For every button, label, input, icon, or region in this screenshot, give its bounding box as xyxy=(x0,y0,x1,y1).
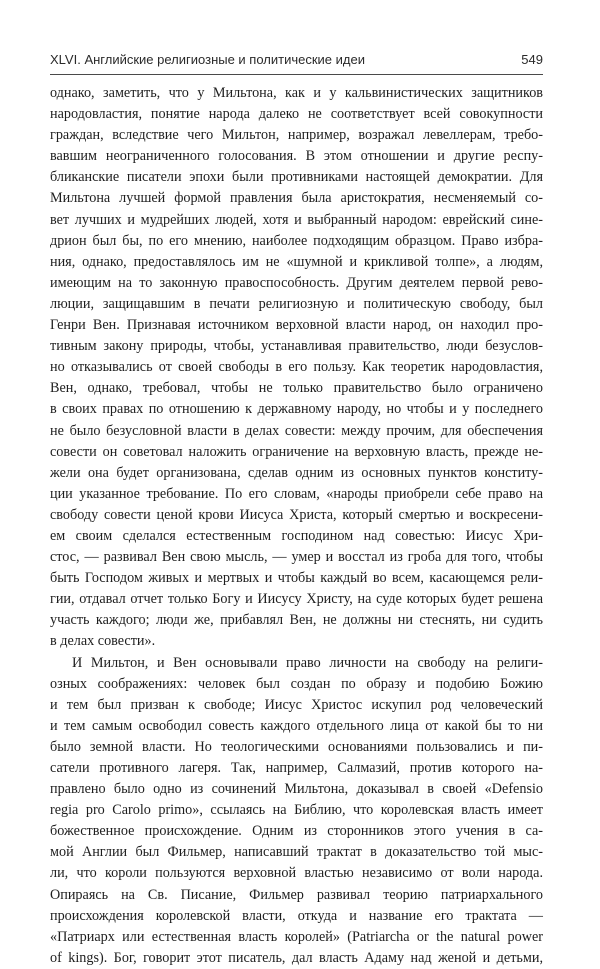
text-line: совести он советовал наложить ограничение на верховную власть, прежде не- xyxy=(50,443,543,460)
text-line: свободу совести ценой крови Иисуса Христа, который смертью и воскресени- xyxy=(50,506,543,523)
text-line: Вен, однако, требовал, чтобы не только правительство было ограничено xyxy=(50,380,543,397)
text-line: дрион был бы, по его мнению, наиболее подходящим образцом. Право избра- xyxy=(50,232,543,249)
text-line: происхождения королевской власти, откуда и название его трактата — xyxy=(50,907,543,924)
text-line: ции указанное требование. По его словам, «народы приобрели себе право на xyxy=(50,485,543,502)
text-line: озных соображениях: человек был создан по образу и подобию Божию xyxy=(50,675,543,692)
text-line: однако, заметить, что у Мильтона, как и у кальвинистических защитников xyxy=(50,85,543,101)
text-line: И Мильтон, и Вен основывали право личности на свободу на религи- xyxy=(72,654,543,671)
text-line: Мильтона лучшей формой правления была аристократия, несменяемый со- xyxy=(50,190,543,207)
text-line: вавшим неограниченного голосования. В этом отношении и другие респу- xyxy=(50,148,543,165)
text-line: быть Господом живых и мертвых и чтобы каждый во всем, касающемся рели- xyxy=(50,570,543,587)
running-title: XLVI. Английские религиозные и политические идеи xyxy=(50,52,365,67)
text-line: но отказывались от своей свободы в его пользу. Как теоретик народовластия, xyxy=(50,359,543,376)
text-line: ем своим сделался естественным господином над совестью: Иисус Хри- xyxy=(50,527,543,544)
text-line: народовластия, понятие народа далеко не соответствует всей совокупности xyxy=(50,106,543,123)
text-line: имеющим на то законную правоспособность. Другим деятелем первой рево- xyxy=(50,274,543,291)
text-line: тивным закону природы, чтобы, устанавливая правительство, люди безуслов- xyxy=(50,338,543,355)
text-line: regia pro Carolo primo», ссылаясь на Библию, что королевская власть имеет xyxy=(50,802,543,819)
text-line: бликанские писатели эпохи были противниками настоящей демократии. Для xyxy=(50,169,543,186)
text-line: было земной власти. Но теологическими основаниями пользовались и пи- xyxy=(50,738,543,755)
text-line: в делах совести». xyxy=(50,633,156,650)
text-line: ния, однако, предоставлялось им не «шумной и крикливой толпе», а людям, xyxy=(50,253,543,270)
paragraph-2 xyxy=(50,653,543,969)
text-line: «Патриарх или естественная власть королей» (Patriarcha or the natural power xyxy=(50,928,543,945)
text-line: в своих правах по отношению к державному народу, но чтобы и у последнего xyxy=(50,401,543,418)
text-line: и тем был призван к свободе; Иисус Христос искупил род человеческий xyxy=(50,696,543,713)
text-line: of kings). Бог, говорит этот писатель, дал власть Адаму над женой и детьми, xyxy=(50,949,543,966)
page-number: 549 xyxy=(521,52,543,67)
text-line: жели она будет организована, сделав одним из основных пунктов конститу- xyxy=(50,464,543,481)
text-line: стос, — развивал Вен свою мысль, — умер и восстал из гроба для того, чтобы xyxy=(50,549,543,566)
text-line: Опираясь на Св. Писание, Фильмер развивал теорию патриархального xyxy=(50,886,543,903)
main-text xyxy=(50,83,543,969)
text-line: правлено было одно из сочинений Мильтона, доказывал в своей «Defensio xyxy=(50,781,543,798)
text-line: гии, отдавал отчет только Богу и Иисусу Христу, на суде которых будет решена xyxy=(50,591,543,608)
text-line: и тем самым освободил совесть каждого отдельного лица от какой бы то ни xyxy=(50,717,543,734)
paragraph-1 xyxy=(50,83,543,653)
text-line: участь каждого; люди же, прибавлял Вен, не должны ни стеснять, ни судить xyxy=(50,612,543,629)
text-line: не было безусловной власти в делах совести: между прочим, для обеспечения xyxy=(50,422,543,439)
running-header xyxy=(50,52,543,74)
text-line: граждан, вследствие чего Мильтон, например, возражал левеллерам, требо- xyxy=(50,127,543,144)
text-line: божественное происхождение. Одним из сторонников этого учения в са- xyxy=(50,823,543,840)
header-rule xyxy=(50,74,543,75)
text-line: Генри Вен. Признавая источником верховной власти народ, он находил про- xyxy=(50,317,543,334)
text-line: сатели противного лагеря. Так, например, Салмазий, против которого на- xyxy=(50,760,543,776)
text-line: люции, защищавшим в печати религиозную и политическую свободу, был xyxy=(50,295,543,312)
text-line: вет лучших и мудрейших людей, хотя и выбранный народом: еврейский сине- xyxy=(50,211,543,228)
text-line: ли, что короли пользуются верховной властью независимо от воли народа. xyxy=(50,865,543,882)
text-line: мой Англии был Фильмер, написавший трактат в доказательство той мыс- xyxy=(50,844,543,861)
